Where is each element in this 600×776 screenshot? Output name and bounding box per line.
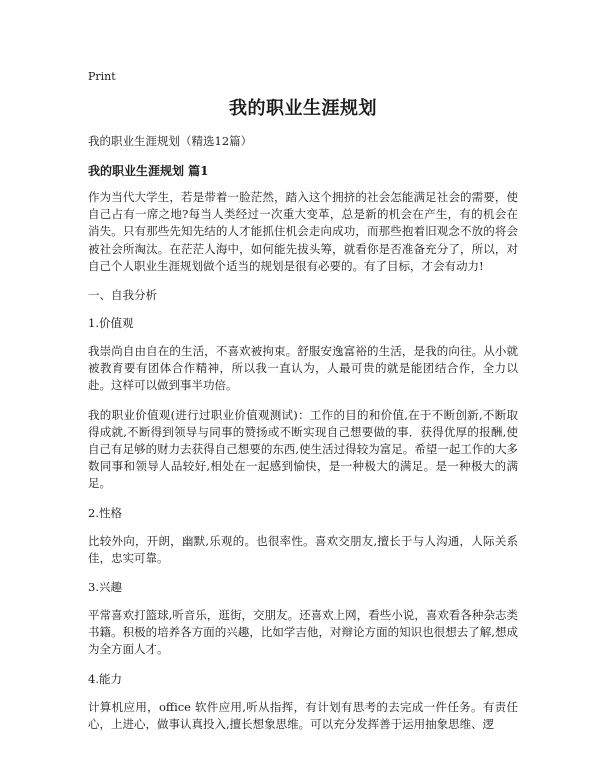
- print-link[interactable]: Print: [88, 70, 116, 83]
- document-page: [88, 70, 518, 745]
- interests-paragraph: 平常喜欢打篮球,听音乐，逛街，交朋友。还喜欢上网，看些小说，喜欢看各种杂志类书籍。积极的培养各方面的兴趣，比如学吉他，对辩论方面的知识也很想去了解,想成为全方面人才。: [88, 608, 518, 657]
- intro-paragraph: 作为当代大学生，若是带着一脸茫然，踏入这个拥挤的社会怎能满足社会的需要，使自己占有一席之地?每当人类经过一次重大变革，总是新的机会在产生，有的机会在消失。只有那些先知先结的人才能抓住机会走向成功，而那些抱着旧观念不放的将会被社会所淘汰。在茫茫人海中，如何能先拔头筹，就看你是否准备充分了，所以，对自己个人职业生涯规划做个适当的规划是很有必要的。有了目标，才会有动力!: [88, 190, 518, 273]
- self-analysis-heading: 一、自我分析: [88, 288, 157, 303]
- values-heading: 1.价值观: [88, 316, 134, 331]
- document-subtitle: 我的职业生涯规划（精选12篇）: [88, 134, 253, 148]
- ability-heading: 4.能力: [88, 671, 122, 686]
- section-heading: 我的职业生涯规划 篇1: [88, 164, 209, 178]
- values-paragraph-2: 我的职业价值观(进行过职业价值观测试)：工作的目的和价值,在于不断创新,不断取得成就,不断得到领导与同事的赞扬或不断实现自己想要做的事．获得优厚的报酬,使自己有足够的财力去获得自己想要的东西,使生活过得较为富足。希望一起工作的大多数同事和领导人品较好,相处在一起感到愉快，是一种极大的满足。是一种极大的满足。: [88, 407, 518, 491]
- interests-heading: 3.兴趣: [88, 580, 122, 595]
- page-title: 我的职业生涯规划: [229, 98, 377, 119]
- values-paragraph-1: 我崇尚自由自在的生活，不喜欢被拘束。舒服安逸富裕的生活，是我的向往。从小就被教育要有团体合作精神，所以我一直认为，人最可贵的就是能团结合作，全力以赴。这样可以做到事半功倍。: [88, 344, 518, 393]
- ability-paragraph: 计算机应用，office 软件应用,听从指挥，有计划有思考的去完成一件任务。有责任心，上进心，做事认真投入,擅长想象思维。可以充分发挥善于运用抽象思维、逻: [88, 699, 518, 731]
- personality-heading: 2.性格: [88, 505, 122, 520]
- personality-paragraph: 比较外向，开朗，幽默,乐观的。也很率性。喜欢交朋友,擅长于与人沟通，人际关系佳，忠实可靠。: [88, 533, 518, 565]
